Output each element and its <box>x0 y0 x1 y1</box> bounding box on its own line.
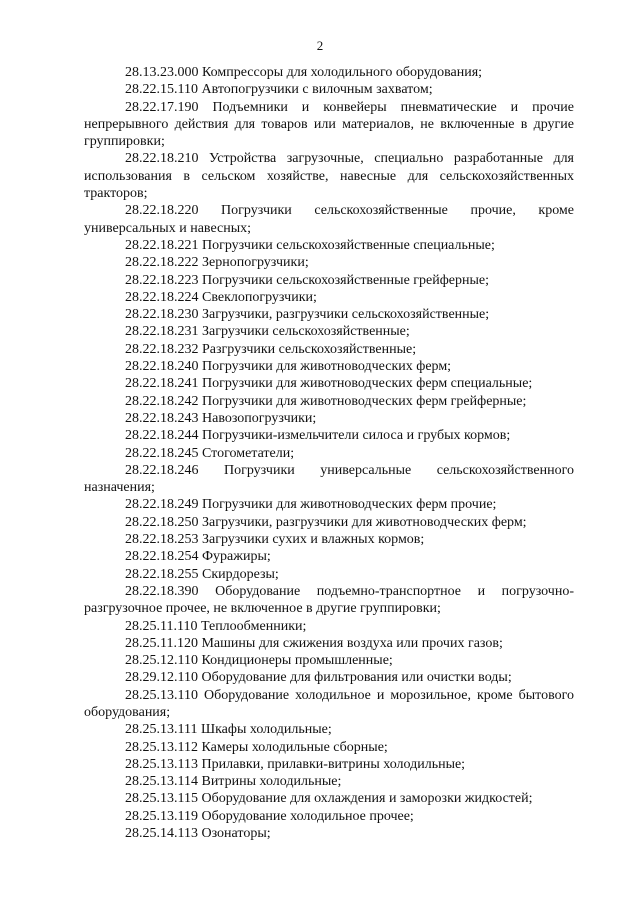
list-item: 28.22.18.230 Загрузчики, разгрузчики сельскохозяйственные; <box>125 307 490 323</box>
list-item: 28.25.13.115 Оборудование для охлаждения и заморозки жидкостей; <box>125 791 533 807</box>
list-item: 28.22.18.231 Загрузчики сельскохозяйственные; <box>125 324 410 340</box>
list-item: 28.22.18.222 Зернопогрузчики; <box>125 255 309 271</box>
list-item: 28.22.18.255 Скирдорезы; <box>125 566 279 582</box>
list-item: 28.25.13.113 Прилавки, прилавки-витрины холодильные; <box>125 756 466 772</box>
list-item: 28.22.18.254 Фуражиры; <box>125 549 271 565</box>
list-item: 28.25.13.111 Шкафы холодильные; <box>125 722 332 738</box>
list-item: 28.22.15.110 Автопогрузчики с вилочным захватом; <box>125 82 433 98</box>
list-item: 28.22.18.249 Погрузчики для животноводческих ферм прочие; <box>125 497 497 513</box>
list-item: 28.22.18.253 Загрузчики сухих и влажных кормов; <box>125 532 425 548</box>
list-item: 28.25.13.112 Камеры холодильные сборные; <box>125 739 388 755</box>
list-item: 28.22.18.241 Погрузчики для животноводческих ферм специальные; <box>125 376 533 392</box>
page-number: 2 <box>316 38 324 53</box>
list-item: 28.22.17.190 Подъемники и конвейеры пневматические и прочие непрерывного действия для товаров или материалов, не включенные в другие группировки; <box>84 99 574 150</box>
list-item: 28.25.11.110 Теплообменники; <box>125 618 307 634</box>
list-item: 28.22.18.220 Погрузчики сельскохозяйственные прочие, кроме универсальных и навесных; <box>84 203 574 236</box>
list-item: 28.25.11.120 Машины для сжижения воздуха или прочих газов; <box>125 635 503 651</box>
list-item: 28.13.23.000 Компрессоры для холодильного оборудования; <box>125 65 483 80</box>
classifier-list <box>84 64 574 842</box>
list-item: 28.22.18.243 Навозопогрузчики; <box>125 410 317 426</box>
list-item: 28.25.13.110 Оборудование холодильное и морозильное, кроме бытового оборудования; <box>84 687 574 720</box>
list-item: 28.25.13.119 Оборудование холодильное прочее; <box>125 808 414 824</box>
list-item: 28.22.18.210 Устройства загрузочные, специально разработанные для использования в сельском хозяйстве, навесные для сельскохозяйственных тракторов; <box>84 151 574 202</box>
list-item: 28.22.18.245 Стогометатели; <box>125 445 295 461</box>
list-item: 28.25.14.113 Озонаторы; <box>125 826 271 842</box>
list-item: 28.22.18.244 Погрузчики-измельчители силоса и грубых кормов; <box>125 428 511 444</box>
list-item: 28.25.13.114 Витрины холодильные; <box>125 774 342 790</box>
list-item: 28.22.18.240 Погрузчики для животноводческих ферм; <box>125 359 452 375</box>
list-item: 28.25.12.110 Кондиционеры промышленные; <box>125 653 393 669</box>
list-item: 28.22.18.390 Оборудование подъемно-транспортное и погрузочно-разгрузочное прочее, не включенное в другие группировки; <box>84 583 574 617</box>
list-item: 28.22.18.232 Разгрузчики сельскохозяйственные; <box>125 341 417 357</box>
list-item: 28.22.18.250 Загрузчики, разгрузчики для животноводческих ферм; <box>125 514 527 530</box>
list-item: 28.22.18.221 Погрузчики сельскохозяйственные специальные; <box>125 237 495 253</box>
list-item: 28.22.18.223 Погрузчики сельскохозяйственные грейферные; <box>125 272 490 288</box>
list-item: 28.22.18.242 Погрузчики для животноводческих ферм грейферные; <box>125 393 527 409</box>
list-item: 28.22.18.246 Погрузчики универсальные сельскохозяйственного назначения; <box>84 462 574 496</box>
list-item: 28.22.18.224 Свеклопогрузчики; <box>125 289 317 305</box>
list-item: 28.29.12.110 Оборудование для фильтрования или очистки воды; <box>125 670 512 686</box>
